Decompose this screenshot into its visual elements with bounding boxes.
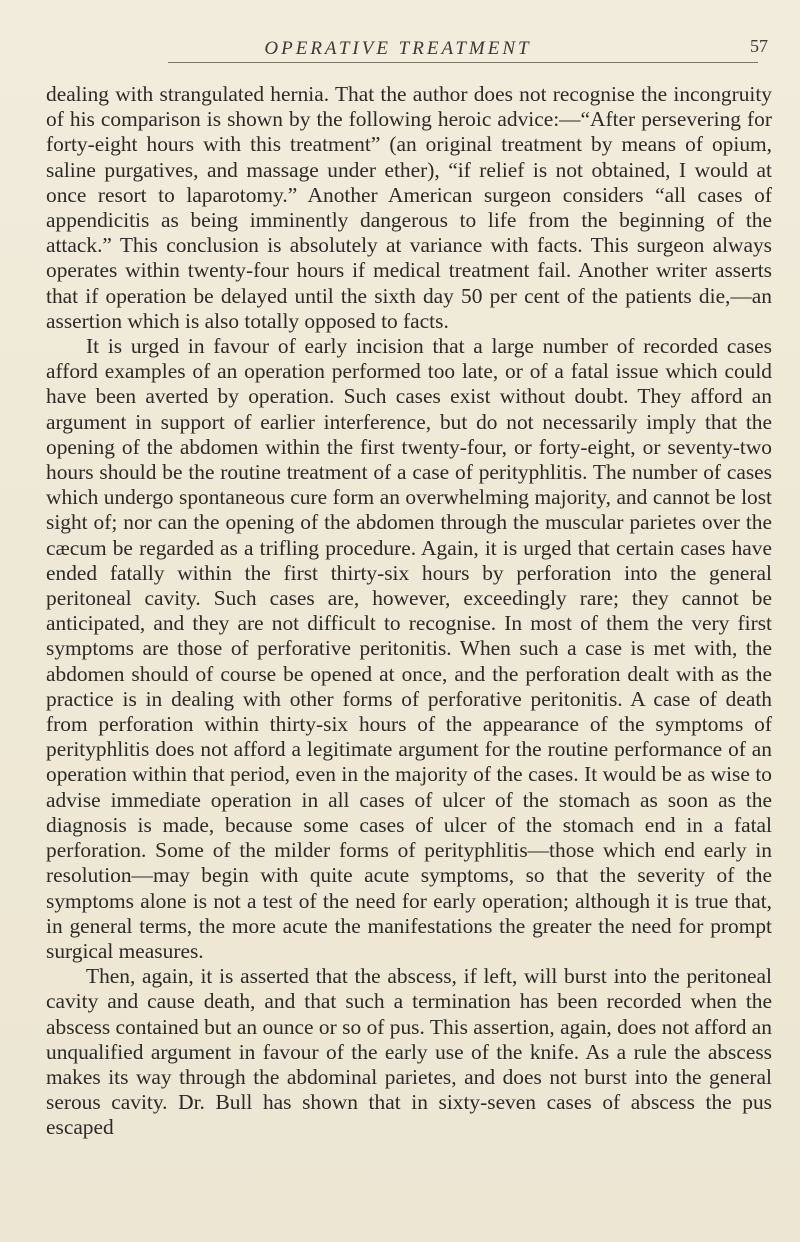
body-text	[46, 82, 772, 1141]
paragraph-continued: dealing with strangulated hernia. That the author does not recognise the incongruity of his comparison is shown by the following heroic advice:—“After persevering for forty-eight hours with this treatment” (an original treatment by means of opium, saline purgatives, and massage under ether), “if relief is not obtained, I would at once resort to laparotomy.” Another American surgeon considers “all cases of appendicitis as being imminently dangerous to life from the beginning of the attack.” This conclusion is absolutely at variance with facts. This surgeon always operates within twenty-four hours if medical treatment fail. Another writer asserts that if operation be delayed until the sixth day 50 per cent of the patients die,—an assertion which is also totally opposed to facts.	[46, 82, 772, 333]
running-head: OPERATIVE TREATMENT	[264, 38, 532, 59]
page-number: 57	[750, 36, 768, 56]
paragraph: Then, again, it is asserted that the abscess, if left, will burst into the peritoneal cavity and cause death, and that such a termination has been recorded when the abscess contained but an ounce or so of pus. This assertion, again, does not afford an unqualified argument in favour of the early use of the knife. As a rule the abscess makes its way through the abdominal parietes, and does not burst into the general serous cavity. Dr. Bull has shown that in sixty-seven cases of abscess the pus escaped	[46, 964, 772, 1140]
paragraph: It is urged in favour of early incision that a large number of recorded cases afford examples of an operation performed too late, or of a fatal issue which could have been averted by operation. Such cases exist without doubt. They afford an argument in support of earlier interference, but do not necessarily imply that the opening of the abdomen within the first twenty-four, or forty-eight, or seventy-two hours should be the routine treatment of a case of perityphlitis. The number of cases which undergo spontaneous cure form an overwhelming majority, and cannot be lost sight of; nor can the opening of the abdomen through the muscular parietes over the cæcum be regarded as a trifling procedure. Again, it is urged that certain cases have ended fatally within the first thirty-six hours by perforation into the general peritoneal cavity. Such cases are, however, exceedingly rare; they cannot be anticipated, and they are not difficult to recognise. In most of them the very first symptoms are those of perforative peritonitis. When such a case is met with, the abdomen should of course be opened at once, and the perforation dealt with as the practice is in dealing with other forms of perforative peritonitis. A case of death from perforation within thirty-six hours of the appearance of the symptoms of perityphlitis does not afford a legitimate argument for the routine performance of an operation within that period, even in the majority of the cases. It would be as wise to advise immediate operation in all cases of ulcer of the stomach as soon as the diagnosis is made, because some cases of ulcer of the stomach end in a fatal perforation. Some of the milder forms of perityphlitis—those which end early in resolution—may begin with quite acute symptoms, so that the severity of the symptoms alone is not a test of the need for early operation; although it is true that, in general terms, the more acute the manifestations the greater the need for prompt surgical measures.	[46, 334, 772, 963]
header-rule	[168, 62, 758, 63]
